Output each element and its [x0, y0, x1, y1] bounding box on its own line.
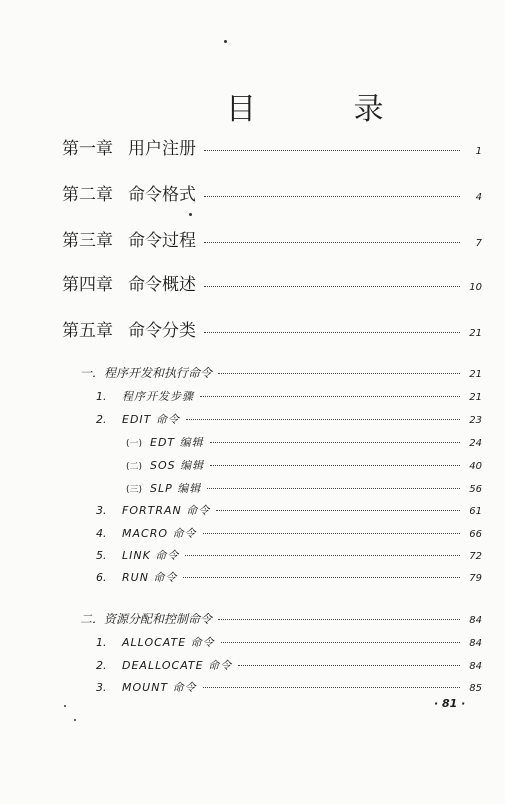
toc-chapter-row[interactable] [62, 226, 482, 251]
item-title: SLP 编辑 [150, 482, 202, 495]
dot-leader [204, 242, 460, 243]
toc-item-row[interactable] [96, 547, 482, 563]
dot-leader [185, 555, 460, 556]
item-index: (二) [126, 462, 143, 472]
chapter-name: 命令过程 [128, 231, 196, 251]
item-index: (三) [126, 485, 143, 495]
page-number: 84 [469, 638, 482, 649]
chapter-name: 命令格式 [128, 185, 196, 205]
dot-leader [238, 665, 460, 666]
item-index: (一) [126, 439, 143, 449]
dot-leader [186, 419, 460, 420]
page-number: 23 [469, 415, 482, 426]
page-number: 24 [469, 438, 482, 449]
item-index: 2. [96, 413, 107, 426]
scan-speck [224, 40, 227, 43]
page-number: 10 [469, 282, 482, 293]
dot-leader [204, 286, 460, 287]
page-number: 84 [469, 661, 482, 672]
scan-speck [74, 719, 76, 721]
page-number: 4 [475, 192, 482, 203]
dot-leader [210, 442, 460, 443]
chapter-number: 第二章 [62, 185, 113, 205]
page-number: 56 [469, 484, 482, 495]
dot-leader [218, 619, 460, 620]
toc-chapter-row[interactable] [62, 180, 482, 205]
item-title: FORTRAN 命令 [122, 504, 211, 517]
page-number: 85 [469, 683, 482, 694]
dot-leader [204, 150, 460, 151]
toc-item-row[interactable] [96, 502, 482, 518]
dot-leader [210, 465, 460, 466]
scan-speck [64, 705, 66, 707]
dot-leader [216, 510, 460, 511]
item-title: EDT 编辑 [150, 436, 204, 449]
dot-leader [204, 332, 460, 333]
page-number: 1 [475, 146, 482, 157]
toc-item-row[interactable] [96, 657, 482, 673]
item-index: 3. [96, 504, 107, 517]
page-number: 79 [469, 573, 482, 584]
toc-section-row[interactable] [80, 364, 482, 381]
item-index: 5. [96, 549, 107, 562]
toc-item-row[interactable] [96, 411, 482, 427]
dot-leader [221, 642, 460, 643]
toc-item-row[interactable] [96, 679, 482, 695]
toc-chapter-row[interactable] [62, 134, 482, 159]
toc-subitem-row[interactable] [126, 434, 482, 450]
toc-chapter-row[interactable] [62, 270, 482, 295]
toc-chapter-row[interactable] [62, 316, 482, 341]
page-number: 21 [469, 392, 482, 403]
section-title: 一．程序开发和执行命令 [80, 366, 213, 380]
dot-leader [200, 396, 460, 397]
item-title: RUN 命令 [122, 571, 178, 584]
dot-leader [203, 533, 461, 534]
item-index: 3. [96, 681, 107, 694]
item-index: 2. [96, 659, 107, 672]
toc-item-row[interactable] [96, 569, 482, 585]
item-title: SOS 编辑 [150, 459, 205, 472]
toc-subitem-row[interactable] [126, 457, 482, 473]
chapter-name: 用户注册 [128, 139, 196, 159]
chapter-number: 第五章 [62, 321, 113, 341]
item-index: 6. [96, 571, 107, 584]
footer-page-number: · 81 · [434, 697, 466, 710]
toc-subitem-row[interactable] [126, 480, 482, 496]
toc-item-row[interactable] [96, 634, 482, 650]
page-number: 72 [469, 551, 482, 562]
chapter-number: 第三章 [62, 231, 113, 251]
scan-speck [189, 213, 192, 216]
dot-leader [218, 373, 460, 374]
item-title: DEALLOCATE 命令 [122, 659, 233, 672]
dot-leader [203, 687, 460, 688]
page-number: 7 [475, 238, 482, 249]
chapter-number: 第四章 [62, 275, 113, 295]
toc-item-row[interactable] [96, 525, 482, 541]
chapter-name: 命令概述 [128, 275, 196, 295]
page-number: 61 [469, 506, 482, 517]
page-number: 40 [469, 461, 482, 472]
page-number: 66 [469, 529, 482, 540]
chapter-name: 命令分类 [128, 321, 196, 341]
page-number: 21 [469, 369, 482, 380]
item-index: 4. [96, 527, 107, 540]
page-number: 84 [469, 615, 482, 626]
dot-leader [204, 196, 460, 197]
toc-title: 目 录 [226, 92, 428, 127]
toc-section-row[interactable] [80, 610, 482, 627]
section-title: 二．资源分配和控制命令 [80, 612, 213, 626]
item-title: MACRO 命令 [122, 527, 197, 540]
dot-leader [207, 488, 460, 489]
item-title: EDIT 命令 [122, 413, 180, 426]
page-number: 21 [469, 328, 482, 339]
toc-item-row[interactable] [96, 388, 482, 404]
item-title: LINK 命令 [122, 549, 180, 562]
chapter-number: 第一章 [62, 139, 113, 159]
dot-leader [183, 577, 460, 578]
item-index: 1. [96, 390, 107, 403]
item-title: MOUNT 命令 [122, 681, 197, 694]
item-title: ALLOCATE 命令 [122, 636, 215, 649]
item-index: 1. [96, 636, 107, 649]
item-title: 程序开发步骤 [122, 390, 194, 403]
